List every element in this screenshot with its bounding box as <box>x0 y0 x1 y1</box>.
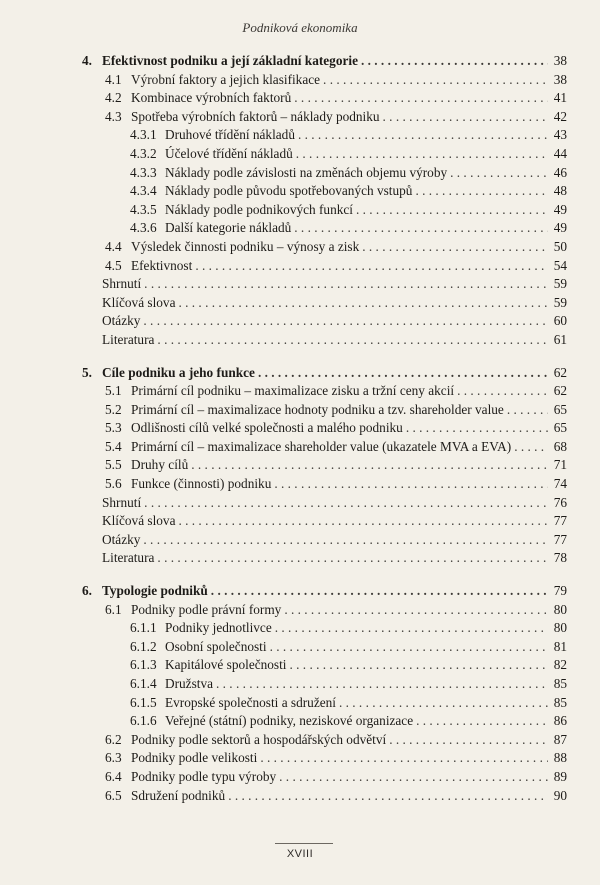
dot-leader <box>296 145 548 164</box>
page-number-ref: 62 <box>553 383 567 399</box>
dot-leader <box>195 257 548 276</box>
section-number: 6.2 <box>105 731 122 747</box>
toc-entry[interactable] <box>0 768 567 787</box>
chapter-number: 4. <box>82 53 92 68</box>
table-of-contents <box>0 52 600 819</box>
toc-chapter-heading[interactable] <box>0 582 567 601</box>
page-number-ref: 85 <box>553 694 567 710</box>
section-title: Druhové třídění nákladů <box>165 127 295 143</box>
toc-entry[interactable] <box>0 312 567 331</box>
section-title: Podniky podle typu výroby <box>131 768 277 784</box>
section-title: Literatura <box>102 331 155 347</box>
toc-chapter <box>0 364 600 569</box>
dot-leader <box>157 549 548 568</box>
section-title: Výrobní faktory a jejich klasifikace <box>131 71 321 87</box>
toc-entry[interactable] <box>0 182 567 201</box>
chapter-title: Typologie podniků <box>101 583 208 599</box>
page-number-ref: 71 <box>553 457 567 473</box>
toc-chapter-heading[interactable] <box>0 364 567 383</box>
toc-entry[interactable] <box>0 438 567 457</box>
page-number: XVIII <box>286 848 314 860</box>
section-title: Kombinace výrobních faktorů <box>131 90 292 106</box>
dot-leader <box>415 182 548 201</box>
toc-chapter-heading[interactable] <box>0 52 567 71</box>
dot-leader <box>144 275 548 294</box>
dot-leader <box>157 331 548 350</box>
dot-leader <box>339 694 548 713</box>
toc-entry[interactable] <box>0 275 567 294</box>
section-title: Účelové třídění nákladů <box>165 145 293 161</box>
page-number-ref: 50 <box>553 238 567 254</box>
running-header: Podniková ekonomika <box>242 20 358 35</box>
section-title: Kapitálové společnosti <box>165 657 287 673</box>
section-number: 6.1.6 <box>130 713 157 729</box>
dot-leader <box>279 768 548 787</box>
page-number-ref: 76 <box>553 494 567 510</box>
page-number-ref: 65 <box>553 420 567 436</box>
section-number: 4.3.2 <box>130 145 157 161</box>
page-number-ref: 88 <box>553 750 567 766</box>
section-title: Primární cíl – maximalizace shareholder value (ukazatele MVA a EVA) <box>131 438 512 454</box>
page-number-ref: 80 <box>553 601 567 617</box>
section-number: 5.2 <box>105 401 122 417</box>
section-title: Spotřeba výrobních faktorů – náklady podniku <box>131 108 380 124</box>
section-number: 4.3.3 <box>130 164 157 180</box>
section-number: 6.1.5 <box>130 694 157 710</box>
section-title: Podniky podle velikosti <box>131 750 258 766</box>
dot-leader <box>457 382 548 401</box>
section-title: Literatura <box>102 550 155 566</box>
toc-entry[interactable] <box>0 475 567 494</box>
toc-chapter <box>0 582 600 805</box>
toc-chapter <box>0 52 600 350</box>
dot-leader <box>406 419 548 438</box>
dot-leader <box>258 364 548 383</box>
dot-leader <box>270 638 548 657</box>
dot-leader <box>450 164 548 183</box>
dot-leader <box>178 294 548 313</box>
toc-entry[interactable] <box>0 731 567 750</box>
section-number: 6.1.1 <box>130 620 157 636</box>
dot-leader <box>191 456 548 475</box>
section-title: Otázky <box>102 313 141 329</box>
footer-divider <box>275 843 333 844</box>
page-number-ref: 80 <box>553 620 567 636</box>
toc-entry[interactable] <box>0 71 567 90</box>
page-number-ref: 44 <box>553 145 567 161</box>
section-number: 4.5 <box>105 257 122 273</box>
section-title: Druhy cílů <box>131 457 189 473</box>
toc-entry[interactable] <box>0 164 567 183</box>
page-number-ref: 38 <box>553 71 567 87</box>
dot-leader <box>356 201 548 220</box>
page-number-ref: 41 <box>553 90 567 106</box>
section-number: 6.1.4 <box>130 676 157 691</box>
chapter-number: 6. <box>82 583 92 599</box>
section-number: 5.6 <box>105 476 122 492</box>
section-title: Shrnutí <box>102 276 142 292</box>
toc-entry[interactable] <box>0 619 567 638</box>
dot-leader <box>323 71 548 90</box>
section-title: Evropské společnosti a sdružení <box>165 694 336 710</box>
section-title: Další kategorie nákladů <box>165 220 292 236</box>
section-number: 6.5 <box>105 787 122 803</box>
page-number-ref: 81 <box>553 638 567 654</box>
section-title: Otázky <box>102 531 141 547</box>
toc-entry[interactable] <box>0 749 567 768</box>
section-title: Podniky podle sektorů a hospodářských odvětví <box>131 731 387 747</box>
page-number-ref: 85 <box>553 676 567 691</box>
page-number-ref: 89 <box>553 768 567 784</box>
dot-leader <box>211 582 548 601</box>
toc-entry[interactable] <box>0 638 567 657</box>
toc-entry[interactable] <box>0 257 567 276</box>
toc-entry[interactable] <box>0 787 567 806</box>
section-title: Podniky jednotlivce <box>165 620 272 636</box>
toc-entry[interactable] <box>0 531 567 550</box>
section-title: Výsledek činnosti podniku – výnosy a zisk <box>131 238 360 254</box>
chapter-title: Cíle podniku a jeho funkce <box>101 364 255 380</box>
dot-leader <box>178 512 548 531</box>
page-number-ref: 68 <box>553 438 567 454</box>
dot-leader <box>228 787 548 806</box>
toc-entry[interactable] <box>0 126 567 145</box>
dot-leader <box>514 438 548 457</box>
dot-leader <box>507 401 548 420</box>
dot-leader <box>274 475 548 494</box>
toc-entry[interactable] <box>0 675 567 694</box>
dot-leader <box>284 601 548 620</box>
dot-leader <box>362 238 548 257</box>
page-number-ref: 42 <box>553 108 567 124</box>
page-number-ref: 87 <box>553 731 567 747</box>
toc-entry[interactable] <box>0 656 567 675</box>
toc-entry[interactable] <box>0 401 567 420</box>
section-title: Náklady podle podnikových funkcí <box>165 201 353 217</box>
section-number: 4.1 <box>105 71 122 87</box>
section-title: Náklady podle původu spotřebovaných vstupů <box>165 183 413 199</box>
toc-entry[interactable] <box>0 108 567 127</box>
toc-entry[interactable] <box>0 512 567 531</box>
page-number-ref: 77 <box>553 513 567 529</box>
page-number-ref: 48 <box>553 183 567 199</box>
dot-leader <box>260 749 548 768</box>
section-title: Družstva <box>165 676 213 691</box>
section-number: 5.1 <box>105 383 122 399</box>
page-number-ref: 78 <box>553 550 567 566</box>
section-number: 6.4 <box>105 768 122 784</box>
page-number-ref: 62 <box>553 364 567 380</box>
dot-leader <box>383 108 548 127</box>
toc-entry[interactable] <box>0 331 567 350</box>
section-number: 4.2 <box>105 90 122 106</box>
section-title: Klíčová slova <box>102 513 176 529</box>
page-number-ref: 65 <box>553 401 567 417</box>
toc-entry[interactable] <box>0 238 567 257</box>
toc-entry[interactable] <box>0 294 567 313</box>
dot-leader <box>361 52 548 71</box>
toc-entry[interactable] <box>0 382 567 401</box>
section-number: 6.1.3 <box>130 657 157 673</box>
page-number-ref: 59 <box>553 294 567 310</box>
section-title: Efektivnost <box>131 257 193 273</box>
toc-entry[interactable] <box>0 201 567 220</box>
toc-entry[interactable] <box>0 694 567 713</box>
section-number: 4.3.1 <box>130 127 157 143</box>
dot-leader <box>216 675 548 694</box>
dot-leader <box>143 531 548 550</box>
page-number-ref: 54 <box>553 257 567 273</box>
dot-leader <box>294 219 548 238</box>
section-number: 4.3.4 <box>130 183 157 199</box>
page-number-ref: 60 <box>553 313 567 329</box>
section-title: Primární cíl podniku – maximalizace zisku a tržní ceny akcií <box>131 383 455 399</box>
dot-leader <box>275 619 548 638</box>
toc-entry[interactable] <box>0 419 567 438</box>
dot-leader <box>298 126 548 145</box>
page-number-ref: 49 <box>553 220 567 236</box>
section-number: 6.1.2 <box>130 638 157 654</box>
chapter-title: Efektivnost podniku a její základní kategorie <box>101 53 358 68</box>
section-title: Sdružení podniků <box>131 787 226 803</box>
toc-entry[interactable] <box>0 712 567 731</box>
page-number-ref: 90 <box>553 787 567 803</box>
section-number: 5.3 <box>105 420 122 436</box>
section-title: Primární cíl – maximalizace hodnoty podniku a tzv. shareholder value <box>131 401 504 417</box>
toc-entry[interactable] <box>0 145 567 164</box>
dot-leader <box>294 89 548 108</box>
toc-entry[interactable] <box>0 549 567 568</box>
page-number-ref: 46 <box>553 164 567 180</box>
section-number: 4.3.6 <box>130 220 157 236</box>
section-title: Funkce (činnosti) podniku <box>131 476 272 492</box>
section-number: 4.3 <box>105 108 122 124</box>
section-number: 4.3.5 <box>130 201 157 217</box>
section-number: 5.5 <box>105 457 122 473</box>
toc-entry[interactable] <box>0 601 567 620</box>
page-number-ref: 86 <box>553 713 567 729</box>
dot-leader <box>290 656 549 675</box>
page-number-ref: 49 <box>553 201 567 217</box>
page-number-ref: 74 <box>553 476 567 492</box>
section-title: Osobní společnosti <box>165 638 267 654</box>
section-title: Veřejné (státní) podniky, neziskové organizace <box>165 713 414 729</box>
section-number: 6.1 <box>105 601 122 617</box>
dot-leader <box>144 494 548 513</box>
section-title: Odlišnosti cílů velké společnosti a malého podniku <box>131 420 403 436</box>
dot-leader <box>416 712 548 731</box>
page-number-ref: 79 <box>553 583 567 599</box>
toc-entry[interactable] <box>0 494 567 513</box>
dot-leader <box>389 731 548 750</box>
section-title: Shrnutí <box>102 494 142 510</box>
toc-entry[interactable] <box>0 456 567 475</box>
toc-entry[interactable] <box>0 219 567 238</box>
toc-entry[interactable] <box>0 89 567 108</box>
section-title: Náklady podle závislosti na změnách objemu výroby <box>165 164 448 180</box>
section-title: Podniky podle právní formy <box>131 601 282 617</box>
section-title: Klíčová slova <box>102 294 176 310</box>
dot-leader <box>143 312 548 331</box>
section-number: 6.3 <box>105 750 122 766</box>
page-number-ref: 38 <box>553 53 567 68</box>
page-number-ref: 82 <box>553 657 567 673</box>
page-number-ref: 61 <box>553 331 567 347</box>
page-number-ref: 43 <box>553 127 567 143</box>
page-number-ref: 59 <box>553 276 567 292</box>
section-number: 4.4 <box>105 238 122 254</box>
chapter-number: 5. <box>82 364 92 380</box>
section-number: 5.4 <box>105 438 122 454</box>
page-number-ref: 77 <box>553 531 567 547</box>
